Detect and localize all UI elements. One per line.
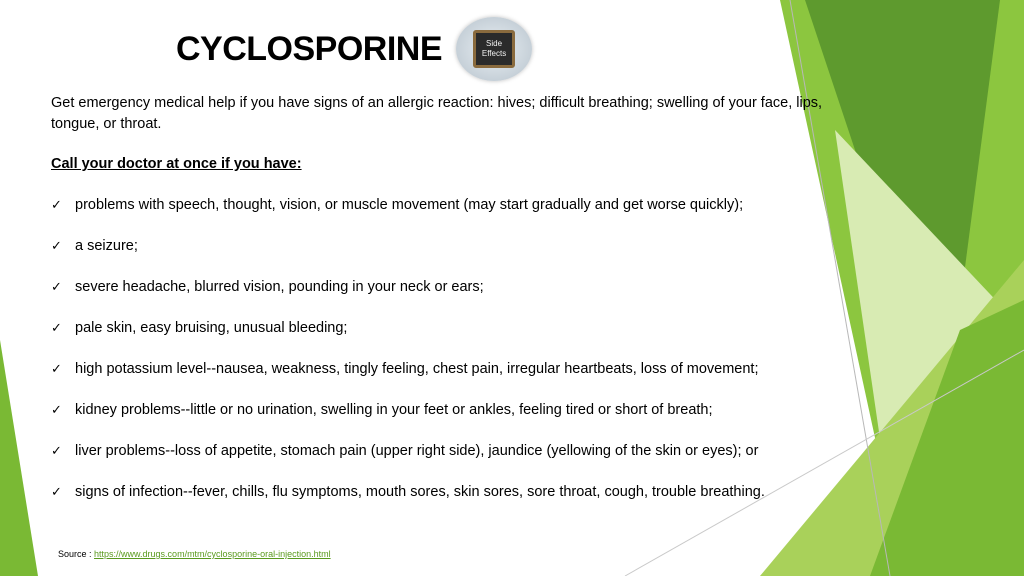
checkmark-icon: ✓	[51, 361, 62, 376]
list-item	[51, 359, 831, 380]
list-item-text: signs of infection--fever, chills, flu symptoms, mouth sores, skin sores, sore throat, cough, trouble breathing.	[75, 484, 765, 500]
call-doctor-heading: Call your doctor at once if you have:	[51, 156, 302, 172]
intro-paragraph: Get emergency medical help if you have signs of an allergic reaction: hives; difficult breathing; swelling of your face, lips, tongue, or throat.	[51, 95, 823, 132]
checkmark-icon: ✓	[51, 279, 62, 294]
source-link[interactable]: https://www.drugs.com/mtm/cyclosporine-oral-injection.html	[94, 549, 331, 559]
green-facet-left	[0, 340, 38, 576]
checkmark-icon: ✓	[51, 443, 62, 458]
list-item-text: problems with speech, thought, vision, or muscle movement (may start gradually and get worse quickly);	[75, 197, 744, 213]
source-citation	[58, 549, 331, 559]
checkmark-icon: ✓	[51, 238, 62, 253]
source-label: Source :	[58, 549, 95, 559]
list-item	[51, 400, 831, 421]
checkmark-icon: ✓	[51, 197, 62, 212]
list-item	[51, 277, 831, 298]
checkmark-icon: ✓	[51, 320, 62, 335]
badge-line-1: Side	[486, 39, 503, 48]
badge-line-2: Effects	[481, 49, 507, 58]
checkmark-icon: ✓	[51, 402, 62, 417]
list-item-text: liver problems--loss of appetite, stomach pain (upper right side), jaundice (yellowing of the skin or eyes); or	[75, 443, 759, 459]
side-effects-chalkboard-icon	[456, 17, 532, 81]
checkmark-icon: ✓	[51, 484, 62, 499]
list-item-text: a seizure;	[75, 238, 138, 254]
list-item	[51, 441, 831, 462]
title-row	[176, 18, 532, 80]
list-item-text: pale skin, easy bruising, unusual bleeding;	[75, 320, 348, 336]
symptom-list	[51, 195, 831, 503]
slide-content	[51, 93, 831, 503]
list-item-text: kidney problems--little or no urination, swelling in your feet or ankles, feeling tired or short of breath;	[75, 402, 713, 418]
list-item	[51, 236, 831, 257]
chalkboard	[473, 30, 515, 68]
list-item	[51, 195, 831, 216]
page-title: CYCLOSPORINE	[176, 29, 443, 68]
list-item	[51, 318, 831, 339]
list-item	[51, 482, 831, 503]
list-item-text: severe headache, blurred vision, pounding in your neck or ears;	[75, 279, 484, 295]
list-item-text: high potassium level--nausea, weakness, tingly feeling, chest pain, irregular heartbeats, loss of movement;	[75, 361, 759, 377]
